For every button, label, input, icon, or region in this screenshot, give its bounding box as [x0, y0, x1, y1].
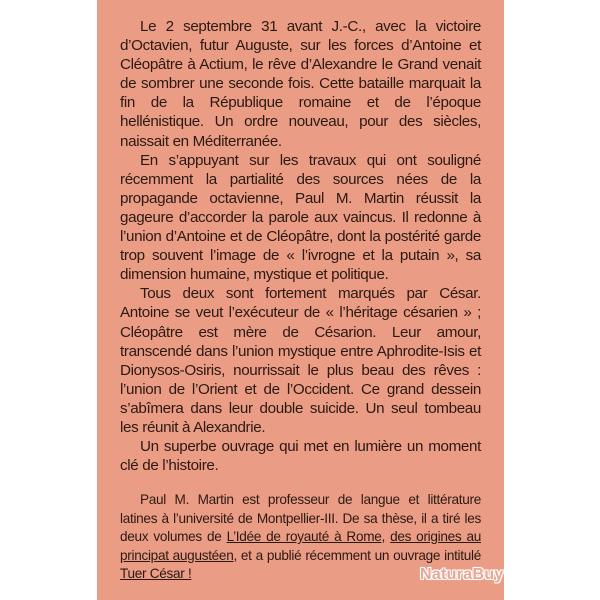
- blurb-text: [120, 17, 481, 475]
- blurb-paragraph-4: Un superbe ouvrage qui met en lumière un moment clé de l’histoire.: [120, 438, 481, 475]
- bio-separator: ,: [381, 529, 391, 545]
- bio-text-2: , et a publié récemment un ouvrage intitulé: [233, 547, 481, 563]
- book-title-tuer-cesar: Tuer César !: [120, 566, 192, 582]
- blurb-paragraph-3: Tous deux sont fortement marqués par César. Antoine se veut l’exécuteur de « l’héritage césarien » ; Cléopâtre est mère de Césarion. Leur amour, transcendé dans l’union mystique entre Aphrodite-Isis et Dionysos-Osiris, nourrissait le plus beau des rêves : l’union de l’Orient et de l’Occident. Ce grand dessein s’abîmera dans leur double suicide. Un seul tombeau les réunit à Alexandrie.: [120, 285, 481, 436]
- blurb-paragraph-2: En s’appuyant sur les travaux qui ont souligné récemment la partialité des sources nées de la propagande octavienne, Paul M. Martin réussit la gageure d’accorder la parole aux vaincus. Il redonne à l’union d’Antoine et de Cléopâtre, dont la postérité garde trop souvent l’image de « l’ivrogne et la putain », sa dimension humaine, mystique et politique.: [120, 151, 481, 284]
- blurb-paragraph-1: Le 2 septembre 31 avant J.-C., avec la victoire d’Octavien, futur Auguste, sur les forces d’Antoine et Cléopâtre à Actium, le rêve d’Alexandre le Grand venait de sombrer une seconde fois. Cette bataille marquait la fin de la République romaine et de l’époque hellénistique. Un ordre nouveau, pour des siècles, naissait en Méditerranée.: [120, 18, 481, 150]
- book-title-idee-royaute: L’Idée de royauté à Rome: [226, 529, 382, 545]
- naturabuy-watermark: NaturaBuy: [420, 566, 504, 583]
- bio-text-1: Paul M. Martin est professeur de langue et littérature latines à l’université de Montpellier-III. De sa thèse, il a tiré les deux volumes de: [120, 492, 481, 545]
- book-subtitle-origines: des origines au principat augustéen: [120, 529, 481, 563]
